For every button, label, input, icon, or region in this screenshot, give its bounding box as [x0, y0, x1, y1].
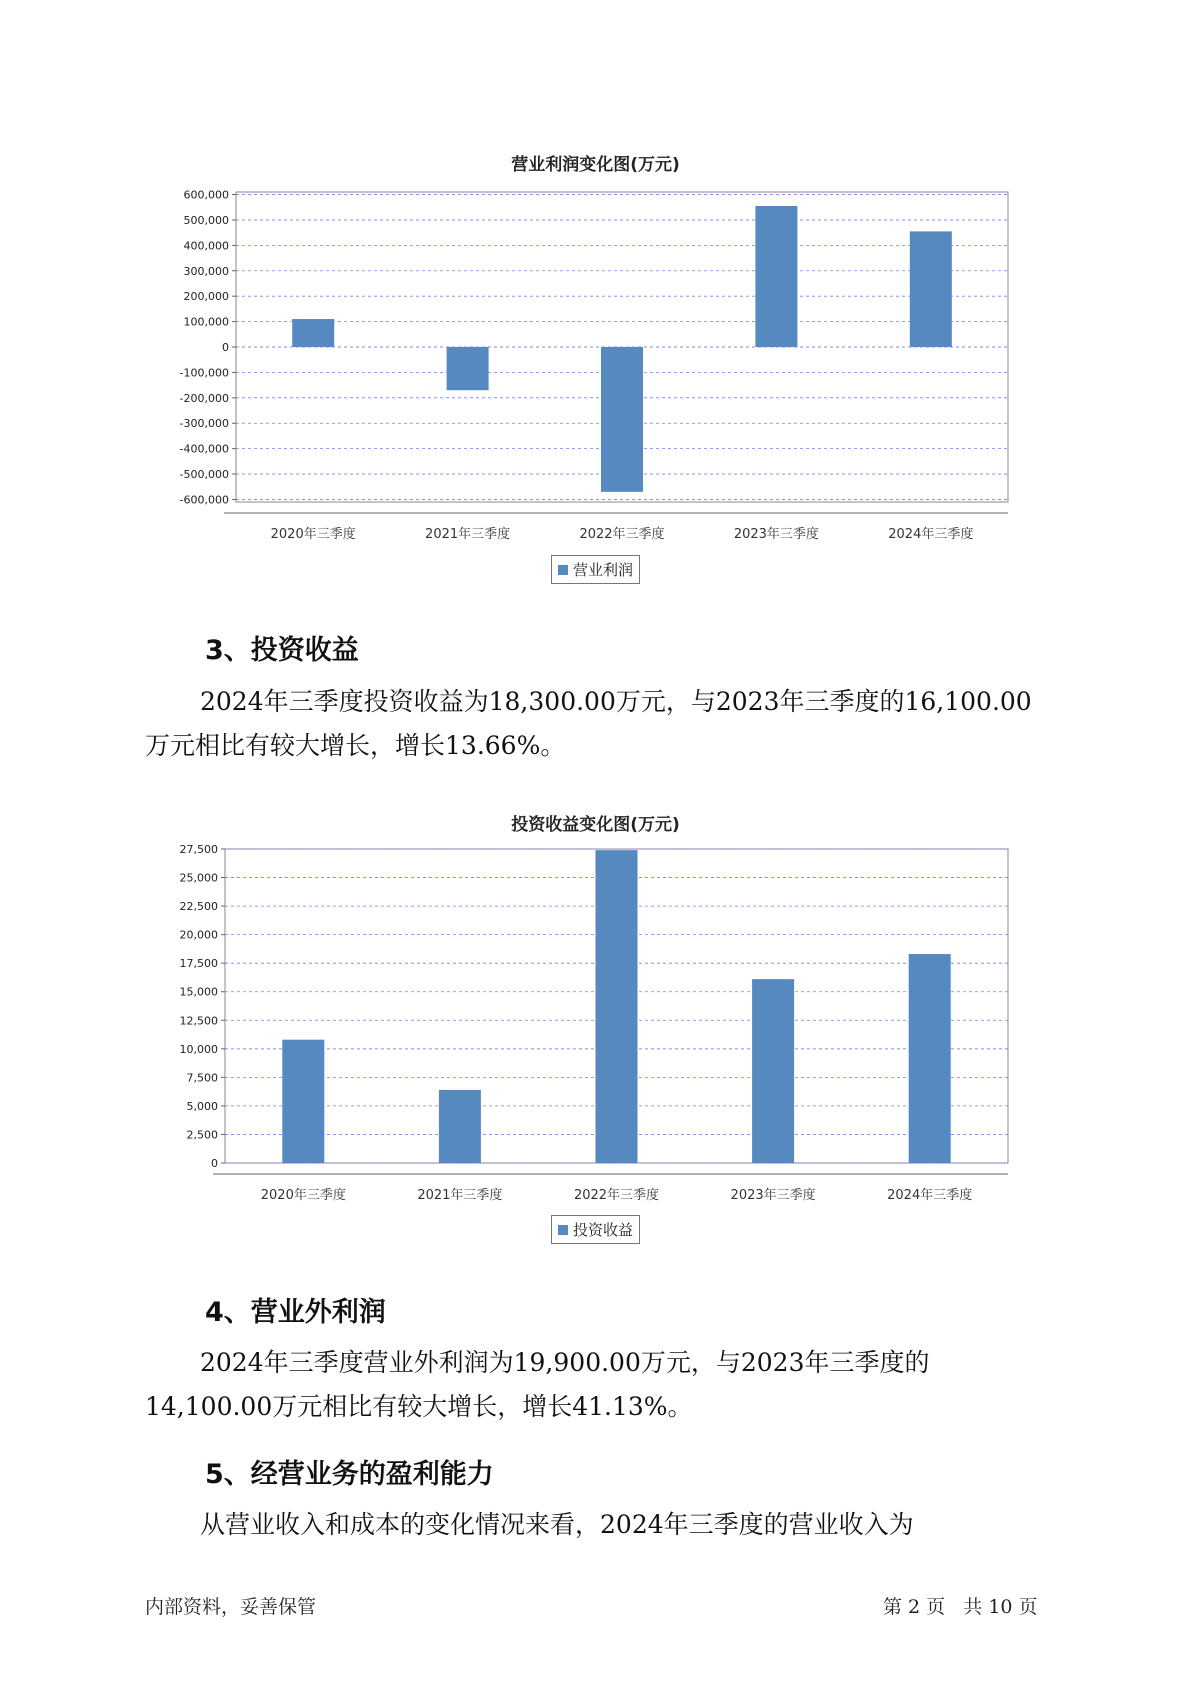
y-tick-label: 25,000 — [179, 871, 218, 885]
investment-income-chart-title: 投资收益变化图(万元) — [511, 815, 680, 835]
x-tick-label: 2024年三季度 — [888, 527, 974, 542]
legend-swatch — [558, 1225, 568, 1235]
non-operating-paragraph — [145, 1341, 1065, 1429]
legend-label: 营业利润 — [573, 561, 634, 579]
y-tick-label: -300,000 — [179, 417, 229, 431]
y-tick-label: -100,000 — [179, 366, 229, 380]
paragraph-line: 2024年三季度营业外利润为19,900.00万元，与2023年三季度的 — [200, 1348, 930, 1377]
y-tick-label: -200,000 — [179, 391, 229, 405]
bar — [752, 979, 794, 1163]
y-tick-label: 7,500 — [186, 1071, 218, 1085]
paragraph-line: 14,100.00万元相比有较大增长，增长41.13%。 — [145, 1392, 693, 1421]
y-tick-label: 10,000 — [179, 1042, 218, 1056]
y-tick-label: 20,000 — [179, 928, 218, 942]
y-tick-label: 100,000 — [183, 315, 229, 329]
footer-page-number: 第 2 页 共 10 页 — [883, 1596, 1038, 1618]
y-tick-label: 600,000 — [183, 188, 229, 202]
x-tick-label: 2021年三季度 — [417, 1188, 503, 1203]
x-tick-label: 2023年三季度 — [730, 1188, 816, 1203]
y-tick-label: 500,000 — [183, 213, 229, 227]
legend-label: 投资收益 — [573, 1221, 634, 1239]
y-tick-label: 300,000 — [183, 264, 229, 278]
x-tick-label: 2022年三季度 — [579, 527, 665, 542]
profitability-paragraph — [145, 1503, 1065, 1547]
x-tick-label: 2024年三季度 — [887, 1188, 973, 1203]
paragraph-line: 2024年三季度投资收益为18,300.00万元，与2023年三季度的16,100.00 — [200, 687, 1032, 716]
bar — [439, 1090, 481, 1163]
y-tick-label: 22,500 — [179, 900, 218, 914]
section-heading-profitability: 5、经营业务的盈利能力 — [205, 1459, 494, 1490]
bar — [596, 850, 638, 1163]
y-tick-label: 400,000 — [183, 239, 229, 253]
y-tick-label: 0 — [211, 1157, 218, 1170]
paragraph-line: 万元相比有较大增长，增长13.66%。 — [145, 731, 566, 760]
x-tick-label: 2020年三季度 — [270, 527, 356, 542]
bar — [909, 954, 951, 1163]
investment-income-legend — [551, 1215, 640, 1244]
y-tick-label: 15,000 — [179, 985, 218, 999]
y-tick-label: 200,000 — [183, 290, 229, 304]
y-tick-label: -600,000 — [179, 493, 229, 507]
y-tick-label: 17,500 — [179, 957, 218, 971]
bar — [282, 1040, 324, 1163]
y-tick-label: -500,000 — [179, 468, 229, 482]
x-tick-label: 2021年三季度 — [425, 527, 511, 542]
y-tick-label: 27,500 — [179, 843, 218, 856]
operating-profit-chart-title: 营业利润变化图(万元) — [511, 155, 680, 175]
y-tick-label: -400,000 — [179, 442, 229, 456]
y-tick-label: 2,500 — [186, 1128, 218, 1142]
y-tick-label: 5,000 — [186, 1099, 218, 1113]
x-tick-label: 2023年三季度 — [733, 527, 819, 542]
x-tick-label: 2020年三季度 — [260, 1188, 346, 1203]
section-heading-non-operating: 4、营业外利润 — [205, 1297, 386, 1328]
section-heading-investment: 3、投资收益 — [205, 635, 359, 666]
footer-confidential-note: 内部资料，妥善保管 — [145, 1596, 317, 1618]
y-tick-label: 12,500 — [179, 1014, 218, 1028]
x-tick-label: 2022年三季度 — [573, 1188, 660, 1203]
y-tick-label: 0 — [222, 341, 229, 354]
paragraph-line: 从营业收入和成本的变化情况来看，2024年三季度的营业收入为 — [200, 1510, 914, 1539]
